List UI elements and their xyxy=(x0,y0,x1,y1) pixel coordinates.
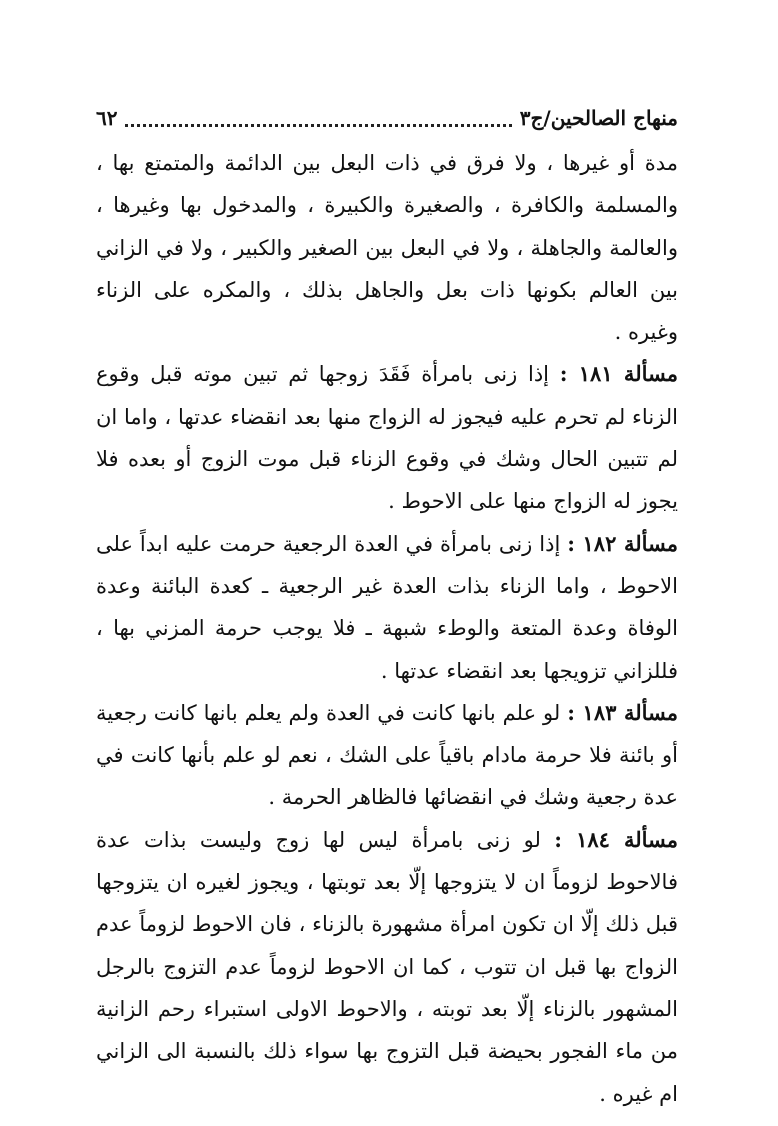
header-leader-dots xyxy=(125,110,511,127)
issue-184 xyxy=(96,819,678,1115)
issue-label: مسألة ١٨١ : xyxy=(559,361,678,387)
paragraph-text: مدة أو غيرها ، ولا فرق في ذات البعل بين الدائمة والمتمتع بها ، والمسلمة والكافرة ، والصغيرة والكبيرة ، والمدخول بها وغيرها ، والعالمة والجاهلة ، ولا في البعل بين الصغير والكبير ، ولا في الزاني بين العالم بكونها ذات بعل والجاهل بذلك ، والمكره على الزناء وغيره . xyxy=(96,151,678,345)
paragraph-text: لو زنى بامرأة ليس لها زوج وليست بذات عدة فالاحوط لزوماً ان لا يتزوجها إلّا بعد توبتها ، ويجوز لغيره ان يتزوجها قبل ذلك إلّا ان تكون امرأة مشهورة بالزناء ، فان الاحوط لزوماً عدم الزواج بها قبل ان تتوب ، كما ان الاحوط لزوماً عدم التزوج بالرجل المشهور بالزناء إلّا بعد توبته ، والاحوط الاولى استبراء رحم الزانية من ماء الفجور بحيضة قبل التزوج بها سواء ذلك بالنسبة الى الزاني ام غيره . xyxy=(96,827,678,1106)
issue-label: مسألة ١٨٤ : xyxy=(554,826,678,852)
issue-181 xyxy=(96,353,678,522)
issue-183 xyxy=(96,692,678,819)
page-header xyxy=(96,98,678,138)
paragraph-text: إذا زنى بامرأة فَقَدَ زوجها ثم تبين موته قبل وقوع الزناء لم تحرم عليه فيجوز له الزواج منها بعد انقضاء عدتها ، واما ان لم تتبين الحال وشك في وقوع الزناء قبل موت الزوج أو بعده فلا يجوز له الزواج منها على الاحوط . xyxy=(96,362,678,514)
page-body xyxy=(96,142,678,1115)
paragraph-text: لو علم بانها كانت في العدة ولم يعلم بانها كانت رجعية أو بائنة فلا حرمة مادام باقياً على الشك ، نعم لو علم بأنها كانت في عدة رجعية وشك في انقضائها فالظاهر الحرمة . xyxy=(96,700,678,810)
paragraph-text: إذا زنى بامرأة في العدة الرجعية حرمت عليه ابداً على الاحوط ، واما الزناء بذات العدة غير الرجعية ـ كعدة البائنة وعدة الوفاة وعدة المتعة والوطء شبهة ـ فلا يوجب حرمة المزني بها ، فللزاني تزويجها بعد انقضاء عدتها . xyxy=(96,531,678,683)
page-number: ٦٢ xyxy=(96,106,118,130)
paragraph-continuation xyxy=(96,142,678,353)
running-title: منهاج الصالحين/ج٣ xyxy=(519,106,678,130)
issue-label: مسألة ١٨٣ : xyxy=(567,699,678,725)
issue-label: مسألة ١٨٢ : xyxy=(567,530,678,556)
issue-182 xyxy=(96,523,678,692)
